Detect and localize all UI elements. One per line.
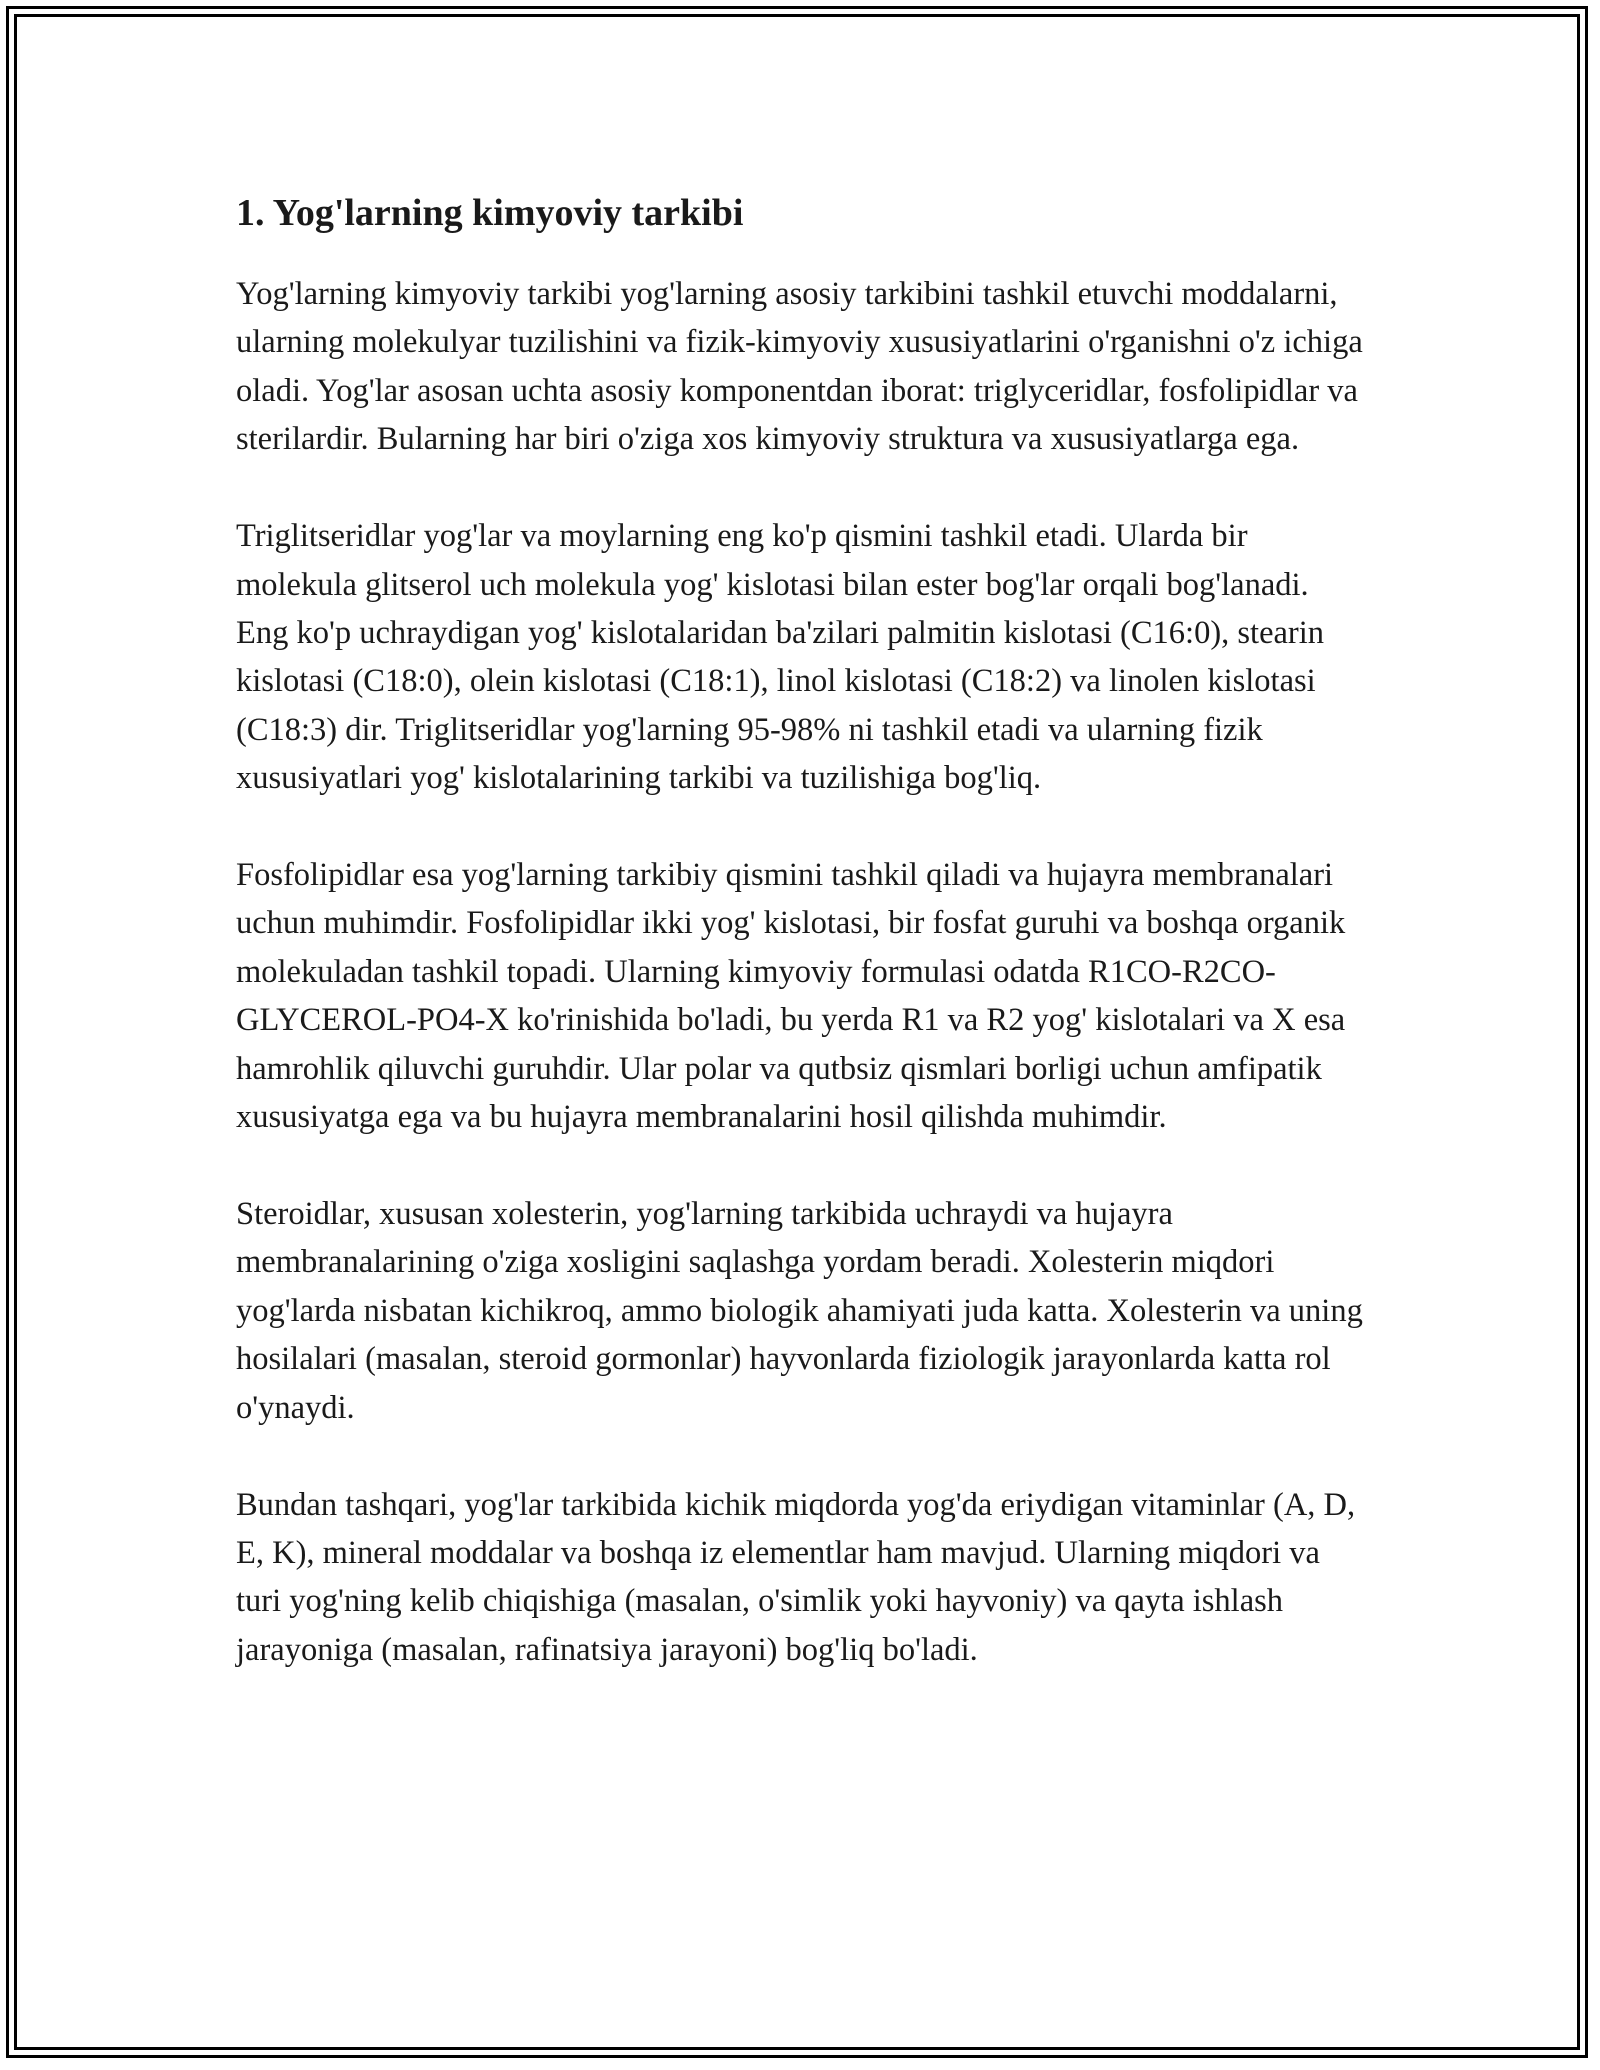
document-body xyxy=(236,186,1366,1723)
paragraph-triglycerides: Triglitseridlar yog'lar va moylarning eng ko'p qismini tashkil etadi. Ularda bir molekula glitserol uch molekula yog' kislotasi bilan ester bog'lar orqali bog'lanadi. Eng ko'p uchraydigan yog' kislotalaridan ba'zilari palmitin kislotasi (C16:0), stearin kislotasi (C18:0), olein kislotasi (C18:1), linol kislotasi (C18:2) va linolen kislotasi (C18:3) dir. Triglitseridlar yog'larning 95-98% ni tashkil etadi va ularning fizik xususiyatlari yog' kislotalarining tarkibi va tuzilishiga bog'liq. xyxy=(236,518,1325,797)
paragraph-vitamins-minerals: Bundan tashqari, yog'lar tarkibida kichik miqdorda yog'da eriydigan vitaminlar (A, D, E, K), mineral moddalar va boshqa iz elementlar ham mavjud. Ularning miqdori va turi yog'ning kelib chiqishiga (masalan, o'simlik yoki hayvoniy) va qayta ishlash jarayoniga (masalan, rafinatsiya jarayoni) bog'liq bo'ladi. xyxy=(236,1486,1356,1668)
section-heading: 1. Yog'larning kimyoviy tarkibi xyxy=(236,192,744,234)
paragraph-steroids: Steroidlar, xususan xolesterin, yog'larning tarkibida uchraydi va hujayra membranalarining o'ziga xosligini saqlashga yordam beradi. Xolesterin miqdori yog'larda nisbatan kichikroq, ammo biologik ahamiyati juda katta. Xolesterin va uning hosilalari (masalan, steroid gormonlar) hayvonlarda fiziologik jarayonlarda katta rol o'ynaydi. xyxy=(236,1196,1363,1426)
paragraph-phospholipids: Fosfolipidlar esa yog'larning tarkibiy qismini tashkil qiladi va hujayra membranalari uchun muhimdir. Fosfolipidlar ikki yog' kislotasi, bir fosfat guruhi va boshqa organik molekuladan tashkil topadi. Ularning kimyoviy formulasi odatda R1CO-R2CO-GLYCEROL-PO4-X ko'rinishida bo'ladi, bu yerda R1 va R2 yog' kislotalari va X esa hamrohlik qiluvchi guruhdir. Ular polar va qutbsiz qismlari borligi uchun amfipatik xususiyatga ega va bu hujayra membranalarini hosil qilishda muhimdir. xyxy=(236,857,1346,1136)
paragraph-intro: Yog'larning kimyoviy tarkibi yog'larning asosiy tarkibini tashkil etuvchi moddalarni, ularning molekulyar tuzilishini va fizik-kimyoviy xususiyatlarini o'rganishni o'z ichiga oladi. Yog'lar asosan uchta asosiy komponentdan iborat: triglyceridlar, fosfolipidlar va sterilardir. Bularning har biri o'ziga xos kimyoviy struktura va xususiyatlarga ega. xyxy=(236,276,1363,458)
